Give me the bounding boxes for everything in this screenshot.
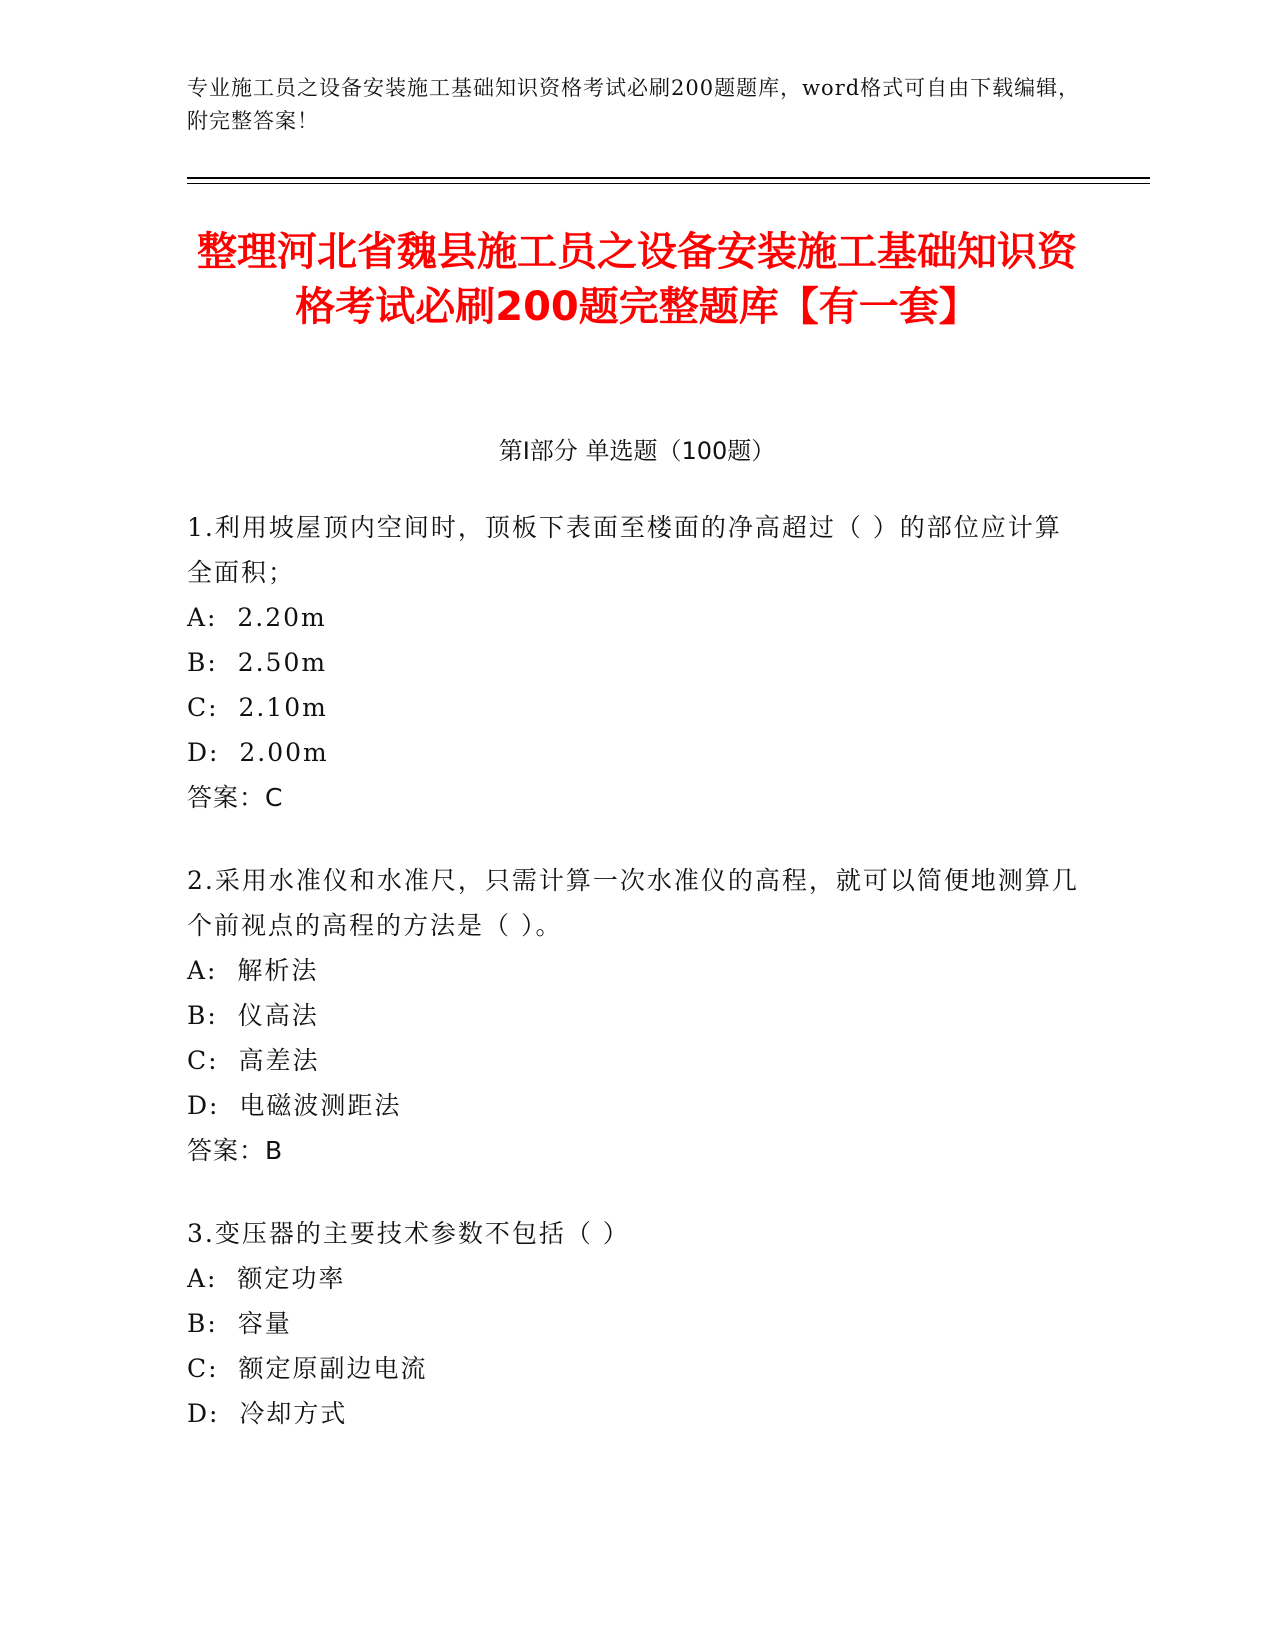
option-c: C: 2.10m <box>187 693 328 722</box>
option-d: D: 2.00m <box>187 738 329 767</box>
option-c: C: 额定原副边电流 <box>187 1354 428 1383</box>
header-note: 专业施工员之设备安装施工基础知识资格考试必刷200题题库，word格式可自由下载编辑，附完整答案！ <box>187 76 1081 133</box>
question-1 <box>187 505 1087 820</box>
document-title: 整理河北省魏县施工员之设备安装施工基础知识资格考试必刷200题完整题库【有一套】 <box>197 229 1077 330</box>
question-3 <box>187 1211 1087 1436</box>
question-answer: 答案：C <box>187 783 284 812</box>
header-rule-thick <box>187 177 1150 179</box>
question-stem: 1.利用坡屋顶内空间时，顶板下表面至楼面的净高超过（ ）的部位应计算全面积； <box>187 513 1062 587</box>
option-c: C: 高差法 <box>187 1046 320 1075</box>
header-rule-thin <box>187 183 1150 184</box>
question-stem: 2.采用水准仪和水准尺，只需计算一次水准仪的高程，就可以简便地测算几个前视点的高程的方法是（ ）。 <box>187 866 1079 940</box>
option-b: B: 仪高法 <box>187 1001 319 1030</box>
question-2 <box>187 858 1087 1173</box>
question-answer: 答案：B <box>187 1136 284 1165</box>
option-a: A: 额定功率 <box>187 1264 346 1293</box>
option-a: A: 解析法 <box>187 956 319 985</box>
option-b: B: 容量 <box>187 1309 292 1338</box>
option-a: A: 2.20m <box>187 603 327 632</box>
option-d: D: 电磁波测距法 <box>187 1091 402 1120</box>
option-b: B: 2.50m <box>187 648 328 677</box>
option-d: D: 冷却方式 <box>187 1399 348 1428</box>
question-stem: 3.变压器的主要技术参数不包括（ ） <box>187 1219 630 1248</box>
section-title: 第Ⅰ部分 单选题（100题） <box>498 437 776 465</box>
